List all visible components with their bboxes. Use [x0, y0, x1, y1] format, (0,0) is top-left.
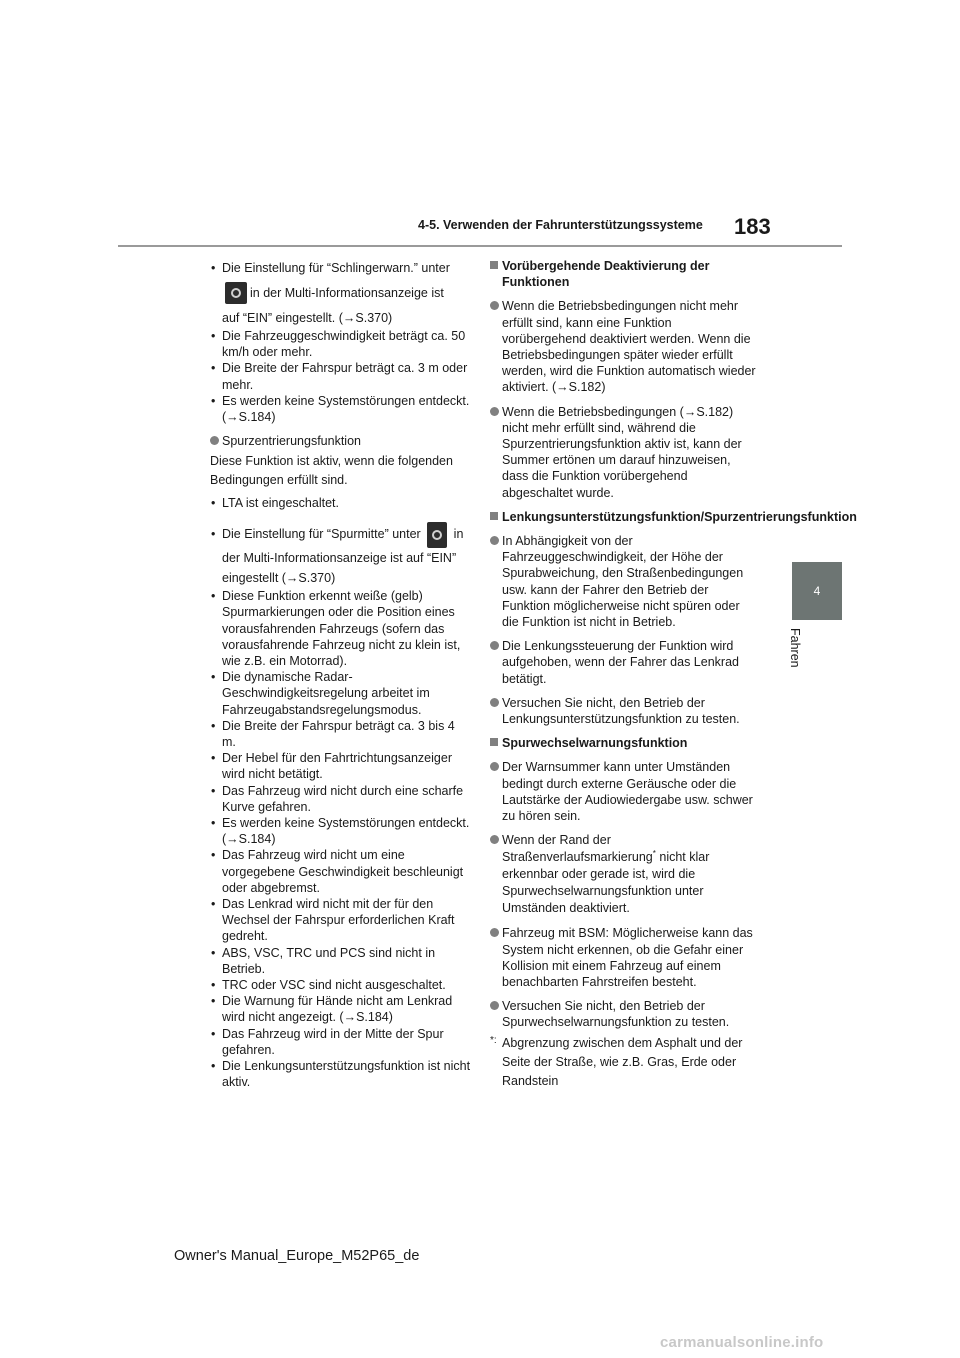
note-item: Versuchen Sie nicht, den Betrieb der Spurwechselwarnungsfunktion zu testen. — [490, 998, 756, 1030]
note-item: Fahrzeug mit BSM: Möglicherweise kann das System nicht erkennen, ob die Gefahr einer Kollision mit einem Fahrzeug auf einem benachbarten Fahrstreifen besteht. — [490, 925, 756, 990]
list-item: • Das Lenkrad wird nicht mit der für den Wechsel der Fahrspur erforderlichen Kraft gedreht. — [210, 896, 472, 945]
footnote-mark: *: — [490, 1034, 497, 1046]
list-item-continuation: eingestellt (→S.370) — [222, 571, 336, 586]
note-text: nicht klar erkennbar oder gerade ist, wird die Spurwechselwarnungsfunktion unter Umständen deaktiviert. — [502, 850, 710, 916]
list-item: • Es werden keine Systemstörungen entdeckt. (→S.184) — [210, 393, 472, 425]
list-item: • Die dynamische Radar-Geschwindigkeitsregelung arbeitet im Fahrzeugabstandsregelungsmodus. — [210, 669, 472, 718]
chapter-tab — [792, 562, 842, 620]
header-divider — [118, 245, 842, 247]
subsection-heading: Spurzentrierungsfunktion — [210, 433, 472, 449]
chapter-label: Fahren — [788, 628, 802, 668]
list-item: • Diese Funktion erkennt weiße (gelb) Spurmarkierungen oder die Position eines vorausfahrenden Fahrzeugs (sofern das vorausfahrende Fahrzeug nicht zu klein ist, wie z.B. ein Motorrad). — [210, 588, 472, 669]
condition-list — [210, 588, 472, 1090]
list-item-text: Die Einstellung für “Schlingerwarn.” unter — [222, 261, 450, 275]
list-item: • ABS, VSC, TRC und PCS sind nicht in Betrieb. — [210, 945, 472, 977]
list-item: • Der Hebel für den Fahrtrichtungsanzeiger wird nicht betätigt. — [210, 750, 472, 782]
settings-gear-icon — [427, 522, 447, 548]
list-item: • TRC oder VSC sind nicht ausgeschaltet. — [210, 977, 472, 993]
document-footer: Owner's Manual_Europe_M52P65_de — [174, 1248, 420, 1264]
list-item-continuation: auf “EIN” eingestellt. (→S.370) — [222, 311, 393, 325]
paragraph: Diese Funktion ist aktiv, wenn die folgenden Bedingungen erfüllt sind. — [210, 454, 453, 488]
note-item: Der Warnsummer kann unter Umständen bedingt durch externe Geräusche oder die Lautstärke der Audiowiedergabe usw. schwer zu hören sein. — [490, 759, 756, 824]
section-title: 4-5. Verwenden der Fahrunterstützungssysteme — [418, 218, 703, 232]
section-heading: Lenkungsunterstützungsfunktion/Spurzentrierungsfunktion — [490, 509, 756, 525]
note-item: Wenn die Betriebsbedingungen nicht mehr erfüllt sind, kann eine Funktion vorübergehend deaktiviert werden. Wenn die Betriebsbedingungen später wieder erfüllt werden, wird die Funktion automatisch wieder aktiviert. (→S.182) — [490, 298, 756, 395]
list-item — [210, 258, 472, 278]
note-item: Versuchen Sie nicht, den Betrieb der Lenkungsunterstützungsfunktion zu testen. — [490, 695, 756, 727]
list-item-text: Die Einstellung für “Spurmitte” unter — [222, 527, 421, 542]
note-item: Die Lenkungssteuerung der Funktion wird aufgehoben, wenn der Fahrer das Lenkrad betätigt. — [490, 638, 756, 687]
footnote — [490, 1034, 756, 1091]
section-heading: Spurwechselwarnungsfunktion — [490, 735, 756, 751]
list-item-continuation — [210, 282, 472, 304]
list-item: • Das Fahrzeug wird in der Mitte der Spur gefahren. — [210, 1026, 472, 1058]
left-column — [210, 258, 472, 1090]
list-item — [210, 521, 472, 548]
section-heading: Vorübergehende Deaktivierung der Funktionen — [490, 258, 756, 290]
note-item: In Abhängigkeit von der Fahrzeuggeschwindigkeit, der Höhe der Spurabweichung, den Straßenbedingungen usw. kann der Fahrer den Betrieb der Funktion möglicherweise nicht spüren oder die Funktion ist nicht in Betrieb. — [490, 533, 756, 630]
list-item: • Es werden keine Systemstörungen entdeckt. (→S.184) — [210, 815, 472, 847]
page-number: 183 — [734, 214, 771, 239]
footnote-asterisk: * — [652, 849, 656, 859]
note-text: Wenn der Rand der Straßenverlaufsmarkierung — [502, 833, 653, 865]
settings-gear-icon — [225, 282, 247, 304]
list-item: • Die Lenkungsunterstützungsfunktion ist nicht aktiv. — [210, 1058, 472, 1090]
list-item: • Die Breite der Fahrspur beträgt ca. 3 m oder mehr. — [210, 360, 472, 392]
list-item: • Die Fahrzeuggeschwindigkeit beträgt ca. 50 km/h oder mehr. — [210, 328, 472, 360]
list-item-continuation: der Multi-Informationsanzeige ist auf “EIN” — [222, 551, 457, 566]
list-item-text: in der Multi-Informationsanzeige ist — [250, 285, 444, 300]
watermark: carmanualsonline.info — [660, 1334, 824, 1351]
chapter-number: 4 — [813, 584, 821, 598]
list-item: • Das Fahrzeug wird nicht durch eine scharfe Kurve gefahren. — [210, 783, 472, 815]
list-item: • Das Fahrzeug wird nicht um eine vorgegebene Geschwindigkeit beschleunigt oder abgebremst. — [210, 847, 472, 896]
note-item — [490, 832, 756, 917]
list-item-text: in — [453, 527, 464, 542]
list-item: • LTA ist eingeschaltet. — [210, 493, 472, 513]
list-item: • Die Warnung für Hände nicht am Lenkrad wird nicht angezeigt. (→S.184) — [210, 993, 472, 1025]
footnote-text: Abgrenzung zwischen dem Asphalt und der Seite der Straße, wie z.B. Gras, Erde oder Randstein — [502, 1035, 743, 1088]
note-item: Wenn die Betriebsbedingungen (→S.182) nicht mehr erfüllt sind, während die Spurzentrierungsfunktion aktiv ist, kann der Summer ertönen um darauf hinzuweisen, dass die Funktion vorübergehend abgeschaltet wurde. — [490, 404, 756, 501]
list-item: • Die Breite der Fahrspur beträgt ca. 3 bis 4 m. — [210, 718, 472, 750]
